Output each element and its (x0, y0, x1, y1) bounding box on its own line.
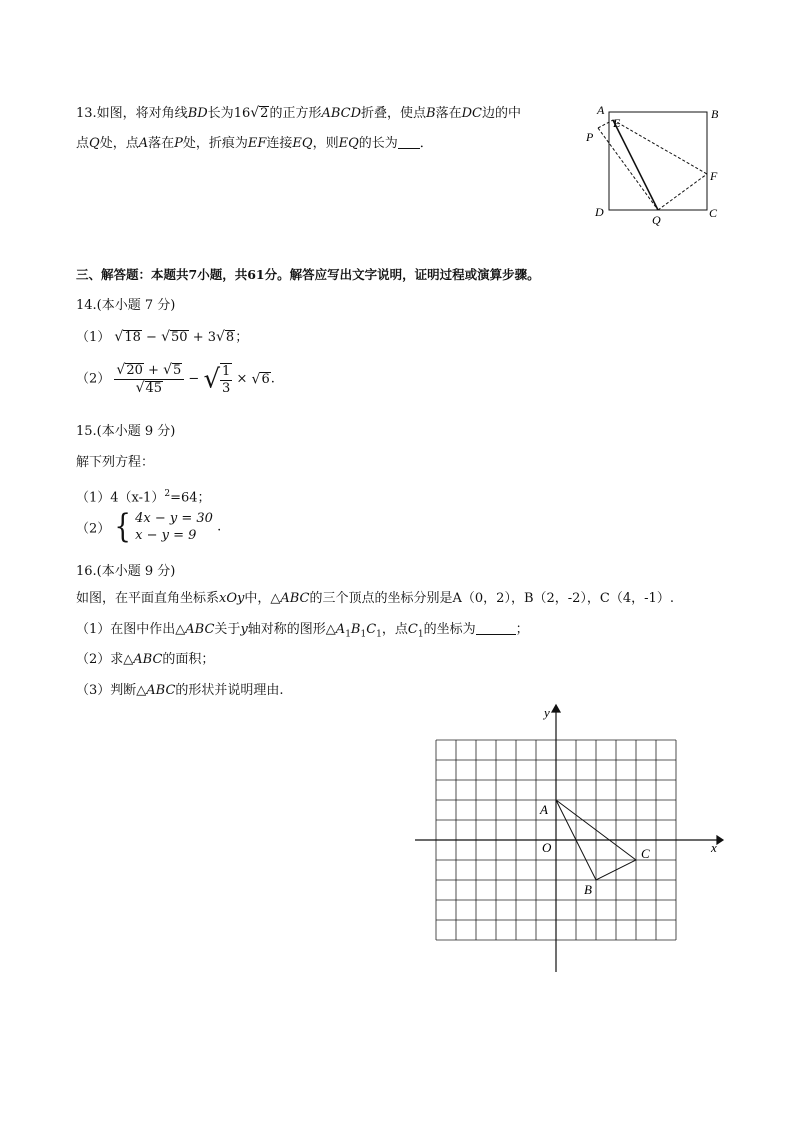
part-label: （1） (76, 490, 111, 506)
label-B: B (584, 882, 592, 897)
q16-abc: ABC (280, 591, 310, 606)
radical-sign: √ (215, 329, 225, 345)
section-score: 61 (247, 267, 265, 282)
y-axis-arrow-icon (552, 705, 560, 712)
q16-abc: ABC (185, 622, 215, 637)
q16-title: 16.(本小题 9 分) (76, 564, 176, 579)
q13-ef: EF (247, 136, 267, 151)
q13-sqrt-expr (234, 106, 270, 121)
q13-text: 处，折痕为 (182, 136, 248, 151)
q13-text: 点 (76, 136, 90, 151)
radicand: 18 (124, 330, 141, 345)
answer-blank[interactable] (476, 622, 516, 635)
q13-square-figure (580, 100, 730, 230)
q16-text: 的三个顶点的坐标分别是 (309, 591, 453, 606)
label-B: B (711, 107, 719, 121)
equation-system (135, 510, 213, 544)
q13-radicand: 2 (260, 106, 269, 121)
q16-xoy: xOy (219, 591, 245, 606)
q13-text: 连接 (266, 136, 293, 151)
section-3-header (76, 266, 540, 284)
q16-text: 关于 (214, 622, 241, 637)
q16-intro (76, 590, 674, 608)
q16-c1: C (366, 622, 377, 637)
q13-text: ，则 (312, 136, 339, 151)
equation-1: 4x − y = 30 (135, 511, 213, 526)
operator: − (188, 371, 200, 387)
subscript: 1 (417, 629, 424, 640)
q13-text: 落在 (148, 136, 175, 151)
q15-part2 (76, 510, 221, 544)
q13-line2 (76, 135, 433, 153)
q16-y: y (240, 622, 248, 637)
q14-title: 14.(本小题 7 分) (76, 298, 176, 313)
q16-part3 (76, 682, 284, 700)
equation-rhs: =64； (170, 490, 211, 506)
q13-text: ． (419, 136, 433, 151)
radicand: 45 (145, 381, 163, 396)
label-E: E (613, 116, 621, 130)
q13-text: 长为 (207, 106, 234, 121)
q14-part2 (76, 362, 275, 397)
exponent: 2 (164, 489, 171, 499)
q15-title: 15.(本小题 9 分) (76, 424, 176, 439)
fraction (114, 362, 184, 397)
q13-dc: DC (461, 106, 482, 121)
part-label: （1） (76, 330, 111, 345)
radical-sign: √ (250, 105, 260, 121)
punct: ； (235, 330, 249, 345)
q13-text: 13.如图，将对角线 (76, 106, 188, 121)
subscript: 1 (376, 629, 382, 640)
radical-sign: √ (203, 364, 221, 395)
label-D: D (595, 205, 604, 219)
q16-text: 轴对称的图形△ (247, 622, 336, 637)
operator: − (146, 330, 157, 345)
q14-part1 (76, 328, 248, 347)
subscript: 1 (345, 629, 351, 640)
q16-coords: A（0，2），B（2，-2），C（4，-1）. (452, 591, 674, 606)
numerator: 1 (222, 363, 231, 379)
q15-intro: 解下列方程： (76, 455, 155, 470)
q15-part1 (76, 485, 211, 507)
system-brace: { (114, 508, 131, 546)
radical-sign: √ (163, 362, 172, 378)
q16-b1: B (350, 622, 361, 637)
q16-abc: ABC (133, 652, 163, 667)
numerator (114, 362, 184, 380)
q16-text: （1）在图中作出△ (76, 622, 186, 637)
section-count: 7 (188, 267, 198, 282)
label-A: A (540, 802, 548, 817)
q13-line1 (76, 104, 521, 123)
q13-text: 处，点 (99, 136, 139, 151)
radical-sign: √ (135, 380, 145, 396)
label-O: O (542, 840, 552, 855)
q16-text: 中，△ (244, 591, 281, 606)
radicand: 50 (171, 330, 188, 345)
q13-eq: EQ (292, 136, 313, 151)
part-label: （2） (76, 371, 111, 387)
coordinate-grid-figure (405, 700, 735, 980)
x-axis-arrow-icon (717, 836, 723, 844)
label-Q: Q (652, 213, 661, 227)
label-P: P (586, 130, 594, 144)
axes (415, 705, 723, 972)
label-C: C (641, 846, 650, 861)
q16-text: ； (515, 622, 529, 637)
section-text: 小题，共 (197, 267, 248, 282)
q16-text: 的坐标为 (423, 622, 476, 637)
part-label: （2） (76, 521, 111, 537)
radical-sign: √ (116, 362, 126, 378)
q13-coef: 16 (233, 106, 251, 121)
fraction (220, 363, 232, 397)
q16-text: ，点 (381, 622, 408, 637)
punct: . (270, 371, 275, 387)
operator: + (148, 363, 159, 378)
q13-b: B (426, 106, 436, 121)
radical-sign: √ (161, 329, 170, 345)
label-A: A (597, 103, 605, 117)
q16-a1: A (335, 622, 346, 637)
q13-p: P (174, 136, 183, 151)
q13-text: 边的中 (481, 106, 521, 121)
q13-text: 的正方形 (269, 106, 322, 121)
radicand: 20 (126, 363, 143, 378)
segment-fq (658, 174, 707, 210)
q16-part2 (76, 651, 214, 669)
denominator: 3 (222, 380, 231, 396)
q16-text: 的形状并说明理由. (175, 683, 284, 698)
radicand: 8 (225, 330, 235, 345)
answer-blank[interactable] (398, 136, 420, 149)
q16-text: 如图，在平面直角坐标系 (76, 591, 220, 606)
q13-text: 落在 (435, 106, 462, 121)
q13-eq: EQ (338, 136, 359, 151)
q13-a: A (138, 136, 149, 151)
radicand: 5 (173, 363, 182, 378)
q16-abc: ABC (146, 683, 176, 698)
equation-lhs: 4（x-1） (110, 490, 165, 506)
label-x: x (711, 840, 717, 855)
q13-abcd: ABCD (321, 106, 362, 121)
segment-pe (598, 120, 613, 128)
equation-2: x − y = 9 (135, 528, 197, 543)
q13-text: 折叠，使点 (361, 106, 427, 121)
q16-text: 的面积； (162, 652, 215, 667)
subscript: 1 (360, 629, 367, 640)
q16-c: C (407, 622, 418, 637)
operator: + 3 (192, 330, 216, 345)
label-F: F (710, 169, 718, 183)
operator: × (236, 371, 248, 387)
section-text: 三、解答题：本题共 (76, 267, 189, 282)
q16-part1 (76, 621, 529, 644)
denominator (114, 380, 184, 397)
punct: . (217, 519, 222, 535)
label-C: C (709, 206, 718, 220)
radicand: 6 (261, 372, 270, 387)
radical-sign: √ (114, 329, 124, 345)
section-text: 分。解答应写出文字说明，证明过程或演算步骤。 (264, 267, 540, 282)
q13-text: 的长为 (358, 136, 398, 151)
label-y: y (544, 705, 550, 720)
radical-sign: √ (251, 371, 261, 388)
q13-q: Q (89, 136, 100, 151)
q16-text: （3）判断△ (76, 683, 147, 698)
q13-bd: BD (187, 106, 208, 121)
q16-text: （2）求△ (76, 652, 134, 667)
